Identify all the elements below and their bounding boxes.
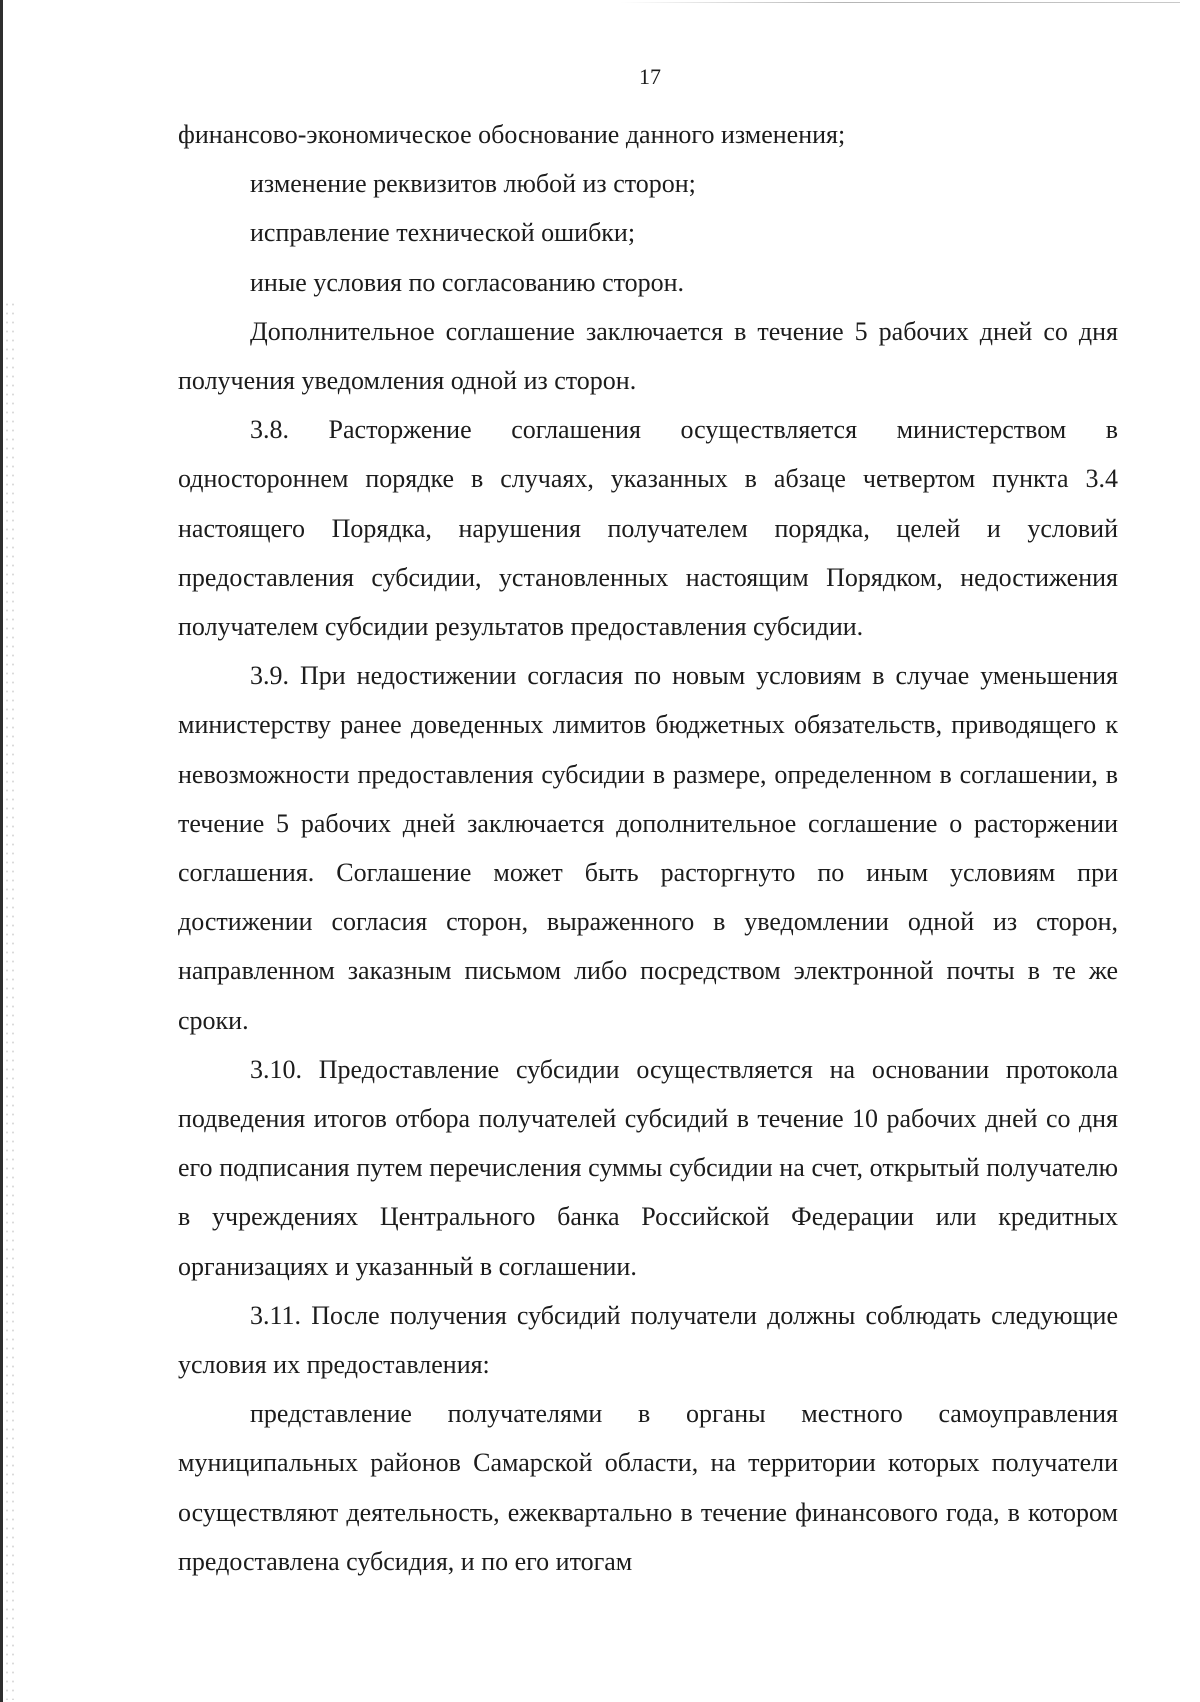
- scan-noise: [4, 300, 18, 1700]
- section-3-9: 3.9. При недостижении согласия по новым условиям в случае уменьшения министерству ранее доведенных лимитов бюджетных обязательств, приводящего к невозможности предоставления субсидии в размере, определенном в соглашении, в течение 5 рабочих дней заключается дополнительное соглашение о расторжении соглашения. Соглашение может быть расторгнуто по иным условиям при достижении согласия сторон, выраженного в уведомлении одной из сторон, направленном заказным письмом либо посредством электронной почты в те же сроки.: [178, 661, 1118, 1035]
- paragraph-additional-agreement: Дополнительное соглашение заключается в течение 5 рабочих дней со дня получения уведомления одной из сторон.: [178, 316, 1118, 396]
- paragraph-reporting-condition: представление получателями в органы местного самоуправления муниципальных районов Самарской области, на территории которых получатели осуществляют деятельность, ежеквартально в течение финансового года, в котором предоставлена субсидия, и по его итогам: [178, 1399, 1118, 1576]
- scan-left-edge: [0, 0, 3, 1702]
- section-3-11: 3.11. После получения субсидий получатели должны соблюдать следующие условия их предоставления:: [178, 1300, 1118, 1380]
- section-3-10: 3.10. Предоставление субсидии осуществляется на основании протокола подведения итогов отбора получателей субсидий в течение 10 рабочих дней со дня его подписания путем перечисления суммы субсидии на счет, открытый получателю в учреждениях Центрального банка Российской Федерации или кредитных организациях и указанный в соглашении.: [178, 1054, 1118, 1281]
- scan-top-rule: [620, 2, 1180, 3]
- list-item-technical-error: исправление технической ошибки;: [250, 218, 636, 248]
- list-item-other-conditions: иные условия по согласованию сторон.: [250, 267, 685, 297]
- list-item-requisites: изменение реквизитов любой из сторон;: [250, 169, 696, 199]
- paragraph-continuation: финансово-экономическое обоснование данного изменения;: [178, 120, 846, 149]
- page-number: 17: [639, 64, 661, 89]
- document-body: [178, 110, 1118, 1586]
- section-3-8: 3.8. Расторжение соглашения осуществляется министерством в одностороннем порядке в случаях, указанных в абзаце четвертом пункта 3.4 настоящего Порядка, нарушения получателем порядка, целей и условий предоставления субсидии, установленных настоящим Порядком, недостижения получателем субсидии результатов предоставления субсидии.: [178, 415, 1118, 642]
